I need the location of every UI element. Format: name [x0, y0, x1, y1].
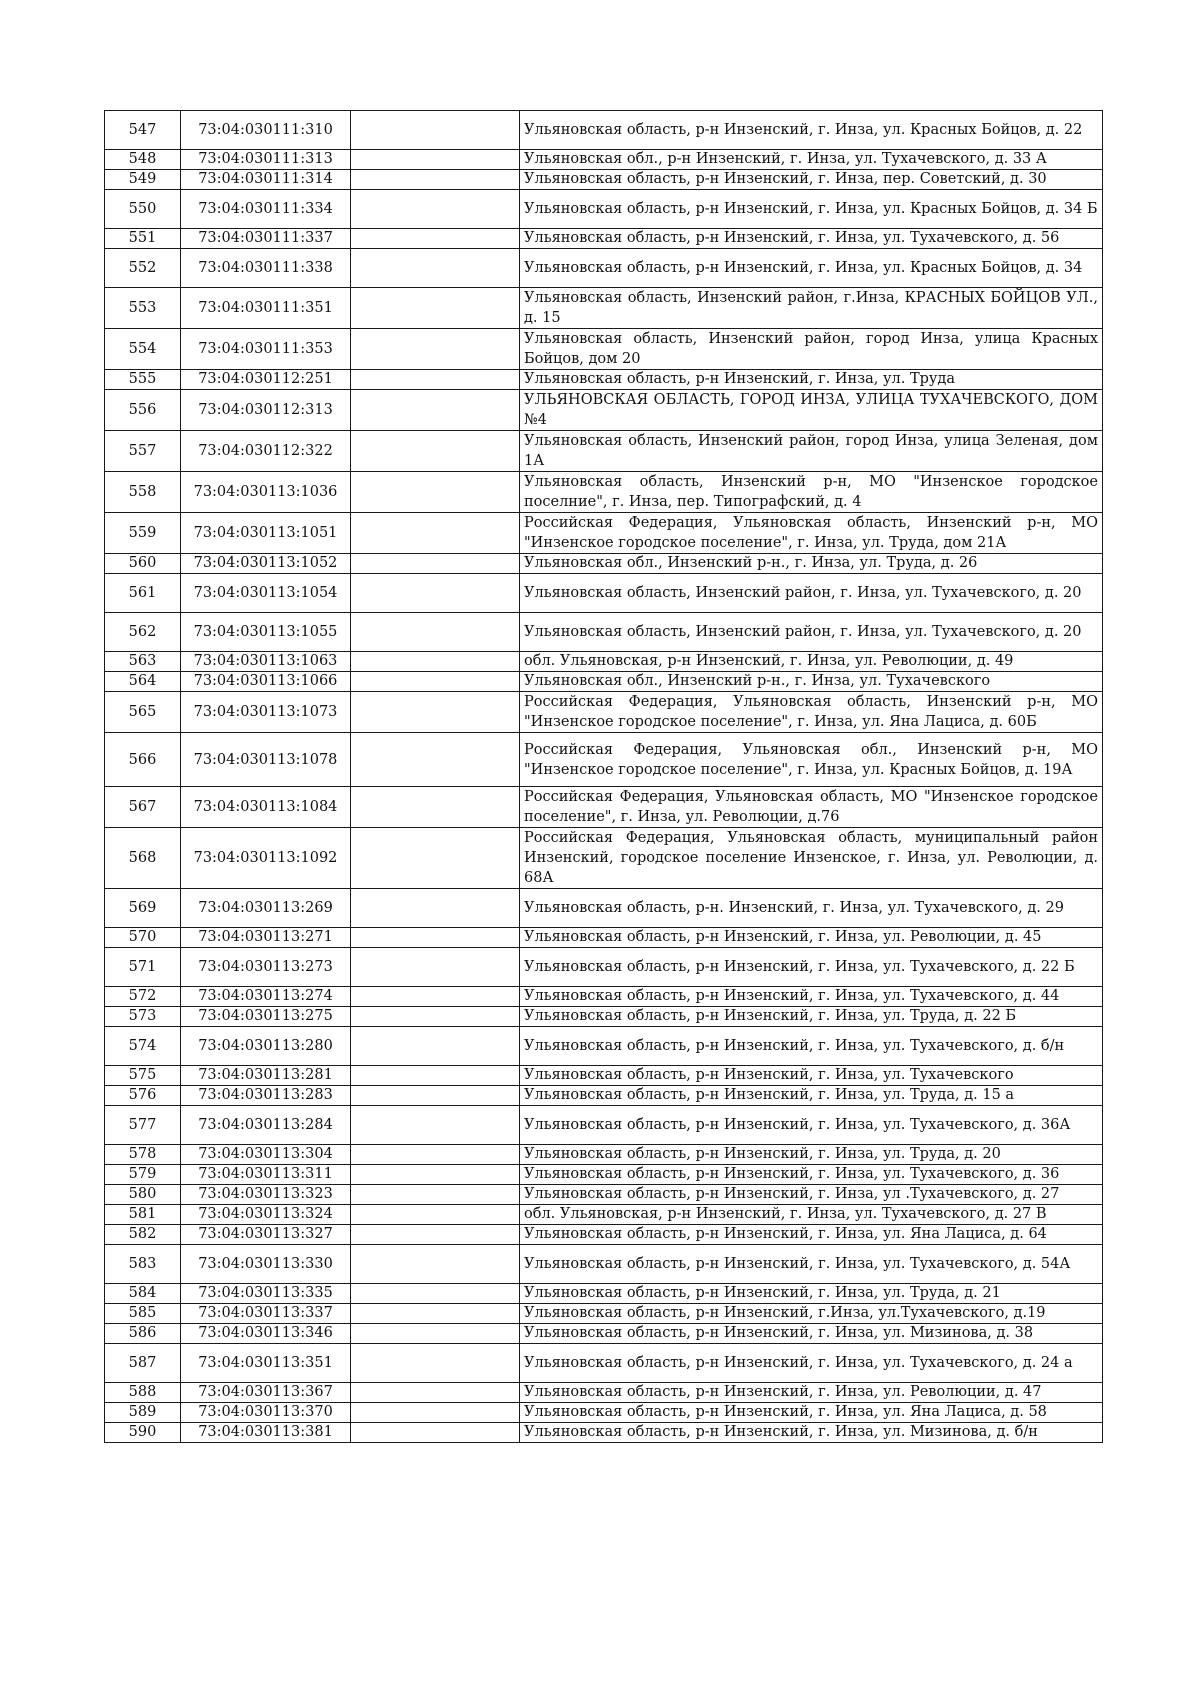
address: Ульяновская область, Инзенский район, город Инза, улица Зеленая, дом 1А: [520, 431, 1103, 472]
empty-cell: [351, 948, 520, 987]
table-row: [105, 928, 1103, 948]
row-number: 589: [105, 1403, 181, 1423]
address: Российская Федерация, Ульяновская область, Инзенский р-н, МО "Инзенское городское поселение", г. Инза, ул. Труда, дом 21А: [520, 513, 1103, 554]
cadastral-number: 73:04:030113:1092: [181, 828, 351, 889]
property-registry-table: [104, 110, 1103, 1443]
address: Ульяновская область, р-н Инзенский, г. Инза, ул. Тухачевского, д. 44: [520, 987, 1103, 1007]
row-number: 576: [105, 1086, 181, 1106]
address: Ульяновская область, р-н Инзенский, г. Инза, ул. Красных Бойцов, д. 34 Б: [520, 190, 1103, 229]
table-row: [105, 692, 1103, 733]
table-row: [105, 1145, 1103, 1165]
empty-cell: [351, 652, 520, 672]
cadastral-number: 73:04:030113:1054: [181, 574, 351, 613]
empty-cell: [351, 1284, 520, 1304]
table-row: [105, 1027, 1103, 1066]
row-number: 573: [105, 1007, 181, 1027]
address: Ульяновская область, р-н Инзенский, г. Инза, ул. Труда, д. 22 Б: [520, 1007, 1103, 1027]
cadastral-number: 73:04:030113:274: [181, 987, 351, 1007]
cadastral-number: 73:04:030113:275: [181, 1007, 351, 1027]
row-number: 560: [105, 554, 181, 574]
address: Ульяновская область, р-н Инзенский, г. Инза, ул. Труда, д. 21: [520, 1284, 1103, 1304]
table-row: [105, 1205, 1103, 1225]
address: УЛЬЯНОВСКАЯ ОБЛАСТЬ, ГОРОД ИНЗА, УЛИЦА ТУХАЧЕВСКОГО, ДОМ №4: [520, 390, 1103, 431]
address: Российская Федерация, Ульяновская область, муниципальный район Инзенский, городское поселение Инзенское, г. Инза, ул. Революции, д. 68А: [520, 828, 1103, 889]
row-number: 588: [105, 1383, 181, 1403]
row-number: 587: [105, 1344, 181, 1383]
empty-cell: [351, 1066, 520, 1086]
row-number: 558: [105, 472, 181, 513]
address: обл. Ульяновская, р-н Инзенский, г. Инза, ул. Тухачевского, д. 27 В: [520, 1205, 1103, 1225]
address: Ульяновская область, р-н Инзенский, г. Инза, пер. Советский, д. 30: [520, 170, 1103, 190]
address: Ульяновская обл., Инзенский р-н., г. Инза, ул. Труда, д. 26: [520, 554, 1103, 574]
address: обл. Ульяновская, р-н Инзенский, г. Инза, ул. Революции, д. 49: [520, 652, 1103, 672]
cadastral-number: 73:04:030113:327: [181, 1225, 351, 1245]
address: Ульяновская область, р-н Инзенский, г. Инза, ул. Революции, д. 45: [520, 928, 1103, 948]
table-row: [105, 889, 1103, 928]
cadastral-number: 73:04:030113:304: [181, 1145, 351, 1165]
empty-cell: [351, 987, 520, 1007]
empty-cell: [351, 170, 520, 190]
empty-cell: [351, 190, 520, 229]
address: Ульяновская область, Инзенский район, город Инза, улица Красных Бойцов, дом 20: [520, 329, 1103, 370]
table-row: [105, 1423, 1103, 1443]
row-number: 583: [105, 1245, 181, 1284]
table-row: [105, 554, 1103, 574]
table-row: [105, 1185, 1103, 1205]
cadastral-number: 73:04:030113:1084: [181, 787, 351, 828]
cadastral-number: 73:04:030113:1063: [181, 652, 351, 672]
cadastral-number: 73:04:030112:251: [181, 370, 351, 390]
empty-cell: [351, 1344, 520, 1383]
empty-cell: [351, 513, 520, 554]
table-row: [105, 1284, 1103, 1304]
address: Ульяновская область, Инзенский район, г. Инза, ул. Тухачевского, д. 20: [520, 574, 1103, 613]
table-row: [105, 987, 1103, 1007]
cadastral-number: 73:04:030113:1066: [181, 672, 351, 692]
table-row: [105, 652, 1103, 672]
table-row: [105, 613, 1103, 652]
address: Ульяновская область, р-н Инзенский, г. Инза, ул. Тухачевского, д. 22 Б: [520, 948, 1103, 987]
row-number: 582: [105, 1225, 181, 1245]
address: Ульяновская область, р-н Инзенский, г. Инза, ул. Красных Бойцов, д. 22: [520, 111, 1103, 150]
row-number: 553: [105, 288, 181, 329]
table-row: [105, 431, 1103, 472]
table-row: [105, 111, 1103, 150]
row-number: 555: [105, 370, 181, 390]
empty-cell: [351, 1145, 520, 1165]
empty-cell: [351, 733, 520, 787]
empty-cell: [351, 1423, 520, 1443]
table-row: [105, 472, 1103, 513]
address: Ульяновская обл., Инзенский р-н., г. Инза, ул. Тухачевского: [520, 672, 1103, 692]
row-number: 557: [105, 431, 181, 472]
row-number: 585: [105, 1304, 181, 1324]
address: Ульяновская область, Инзенский район, г. Инза, ул. Тухачевского, д. 20: [520, 613, 1103, 652]
table-row: [105, 1165, 1103, 1185]
row-number: 579: [105, 1165, 181, 1185]
empty-cell: [351, 111, 520, 150]
cadastral-number: 73:04:030113:337: [181, 1304, 351, 1324]
cadastral-number: 73:04:030111:351: [181, 288, 351, 329]
address: Ульяновская область, р-н Инзенский, г. Инза, ул. Труда, д. 20: [520, 1145, 1103, 1165]
row-number: 561: [105, 574, 181, 613]
empty-cell: [351, 1245, 520, 1284]
table-row: [105, 672, 1103, 692]
registry-body: [105, 111, 1103, 1443]
empty-cell: [351, 288, 520, 329]
empty-cell: [351, 692, 520, 733]
table-row: [105, 1106, 1103, 1145]
table-row: [105, 1245, 1103, 1284]
empty-cell: [351, 1086, 520, 1106]
address: Ульяновская область, р-н Инзенский, г. Инза, ул. Труда: [520, 370, 1103, 390]
address: Российская Федерация, Ульяновская область, МО "Инзенское городское поселение", г. Инза, ул. Революции, д.76: [520, 787, 1103, 828]
address: Российская Федерация, Ульяновская обл., Инзенский р-н, МО "Инзенское городское поселение", г. Инза, ул. Красных Бойцов, д. 19А: [520, 733, 1103, 787]
cadastral-number: 73:04:030113:1052: [181, 554, 351, 574]
empty-cell: [351, 1185, 520, 1205]
address: Ульяновская область, р-н Инзенский, г. Инза, ул. Мизинова, д. 38: [520, 1324, 1103, 1344]
table-row: [105, 1324, 1103, 1344]
address: Ульяновская область, р-н Инзенский, г. Инза, ул. Тухачевского, д. 36А: [520, 1106, 1103, 1145]
row-number: 569: [105, 889, 181, 928]
table-row: [105, 329, 1103, 370]
address: Ульяновская область, р-н Инзенский, г. Инза, ул. Мизинова, д. б/н: [520, 1423, 1103, 1443]
empty-cell: [351, 1205, 520, 1225]
cadastral-number: 73:04:030111:314: [181, 170, 351, 190]
row-number: 570: [105, 928, 181, 948]
empty-cell: [351, 390, 520, 431]
row-number: 584: [105, 1284, 181, 1304]
cadastral-number: 73:04:030113:351: [181, 1344, 351, 1383]
table-row: [105, 390, 1103, 431]
address: Ульяновская область, р-н Инзенский, г. Инза, ул. Тухачевского, д. 24 а: [520, 1344, 1103, 1383]
empty-cell: [351, 672, 520, 692]
empty-cell: [351, 1027, 520, 1066]
row-number: 565: [105, 692, 181, 733]
row-number: 586: [105, 1324, 181, 1344]
address: Ульяновская область, р-н Инзенский, г. Инза, ул .Тухачевского, д. 27: [520, 1185, 1103, 1205]
cadastral-number: 73:04:030113:1055: [181, 613, 351, 652]
empty-cell: [351, 928, 520, 948]
row-number: 552: [105, 249, 181, 288]
empty-cell: [351, 1324, 520, 1344]
table-row: [105, 229, 1103, 249]
empty-cell: [351, 229, 520, 249]
address: Ульяновская область, р-н Инзенский, г. Инза, ул. Яна Лациса, д. 64: [520, 1225, 1103, 1245]
table-row: [105, 574, 1103, 613]
cadastral-number: 73:04:030113:330: [181, 1245, 351, 1284]
row-number: 550: [105, 190, 181, 229]
table-row: [105, 150, 1103, 170]
empty-cell: [351, 150, 520, 170]
cadastral-number: 73:04:030113:283: [181, 1086, 351, 1106]
cadastral-number: 73:04:030113:269: [181, 889, 351, 928]
cadastral-number: 73:04:030111:313: [181, 150, 351, 170]
address: Российская Федерация, Ульяновская область, Инзенский р-н, МО "Инзенское городское поселение", г. Инза, ул. Яна Лациса, д. 60Б: [520, 692, 1103, 733]
address: Ульяновская область, р-н Инзенский, г. Инза, ул. Труда, д. 15 а: [520, 1086, 1103, 1106]
cadastral-number: 73:04:030113:1051: [181, 513, 351, 554]
table-row: [105, 733, 1103, 787]
row-number: 568: [105, 828, 181, 889]
table-row: [105, 1007, 1103, 1027]
row-number: 577: [105, 1106, 181, 1145]
row-number: 556: [105, 390, 181, 431]
cadastral-number: 73:04:030113:1078: [181, 733, 351, 787]
cadastral-number: 73:04:030113:323: [181, 1185, 351, 1205]
table-row: [105, 249, 1103, 288]
row-number: 562: [105, 613, 181, 652]
row-number: 590: [105, 1423, 181, 1443]
row-number: 571: [105, 948, 181, 987]
row-number: 548: [105, 150, 181, 170]
table-row: [105, 828, 1103, 889]
empty-cell: [351, 1304, 520, 1324]
row-number: 567: [105, 787, 181, 828]
cadastral-number: 73:04:030113:367: [181, 1383, 351, 1403]
empty-cell: [351, 574, 520, 613]
row-number: 547: [105, 111, 181, 150]
empty-cell: [351, 787, 520, 828]
empty-cell: [351, 828, 520, 889]
cadastral-number: 73:04:030113:370: [181, 1403, 351, 1423]
cadastral-number: 73:04:030113:271: [181, 928, 351, 948]
cadastral-number: 73:04:030113:284: [181, 1106, 351, 1145]
row-number: 549: [105, 170, 181, 190]
empty-cell: [351, 370, 520, 390]
cadastral-number: 73:04:030111:334: [181, 190, 351, 229]
address: Ульяновская обл., р-н Инзенский, г. Инза, ул. Тухачевского, д. 33 А: [520, 150, 1103, 170]
empty-cell: [351, 249, 520, 288]
table-row: [105, 1086, 1103, 1106]
address: Ульяновская область, р-н Инзенский, г. Инза, ул. Тухачевского: [520, 1066, 1103, 1086]
cadastral-number: 73:04:030111:353: [181, 329, 351, 370]
table-row: [105, 1344, 1103, 1383]
row-number: 578: [105, 1145, 181, 1165]
address: Ульяновская область, р-н Инзенский, г. Инза, ул. Тухачевского, д. 54А: [520, 1245, 1103, 1284]
address: Ульяновская область, р-н Инзенский, г. Инза, ул. Красных Бойцов, д. 34: [520, 249, 1103, 288]
cadastral-number: 73:04:030113:324: [181, 1205, 351, 1225]
table-row: [105, 1304, 1103, 1324]
table-row: [105, 948, 1103, 987]
row-number: 580: [105, 1185, 181, 1205]
table-row: [105, 1403, 1103, 1423]
empty-cell: [351, 1007, 520, 1027]
cadastral-number: 73:04:030111:310: [181, 111, 351, 150]
empty-cell: [351, 1225, 520, 1245]
row-number: 564: [105, 672, 181, 692]
empty-cell: [351, 889, 520, 928]
cadastral-number: 73:04:030112:313: [181, 390, 351, 431]
address: Ульяновская область, р-н Инзенский, г. Инза, ул. Тухачевского, д. б/н: [520, 1027, 1103, 1066]
cadastral-number: 73:04:030113:280: [181, 1027, 351, 1066]
empty-cell: [351, 613, 520, 652]
row-number: 554: [105, 329, 181, 370]
cadastral-number: 73:04:030113:335: [181, 1284, 351, 1304]
cadastral-number: 73:04:030111:337: [181, 229, 351, 249]
row-number: 581: [105, 1205, 181, 1225]
empty-cell: [351, 472, 520, 513]
address: Ульяновская область, р-н Инзенский, г. Инза, ул. Тухачевского, д. 56: [520, 229, 1103, 249]
table-row: [105, 170, 1103, 190]
address: Ульяновская область, Инзенский р-н, МО "Инзенское городское поселние", г. Инза, пер. Типографский, д. 4: [520, 472, 1103, 513]
cadastral-number: 73:04:030113:1036: [181, 472, 351, 513]
empty-cell: [351, 554, 520, 574]
empty-cell: [351, 1106, 520, 1145]
table-row: [105, 787, 1103, 828]
cadastral-number: 73:04:030113:346: [181, 1324, 351, 1344]
row-number: 575: [105, 1066, 181, 1086]
cadastral-number: 73:04:030113:381: [181, 1423, 351, 1443]
cadastral-number: 73:04:030113:1073: [181, 692, 351, 733]
cadastral-number: 73:04:030113:281: [181, 1066, 351, 1086]
table-row: [105, 1225, 1103, 1245]
table-row: [105, 190, 1103, 229]
row-number: 566: [105, 733, 181, 787]
empty-cell: [351, 431, 520, 472]
table-row: [105, 513, 1103, 554]
address: Ульяновская область, р-н Инзенский, г. Инза, ул. Яна Лациса, д. 58: [520, 1403, 1103, 1423]
row-number: 572: [105, 987, 181, 1007]
cadastral-number: 73:04:030113:273: [181, 948, 351, 987]
cadastral-number: 73:04:030111:338: [181, 249, 351, 288]
cadastral-number: 73:04:030113:311: [181, 1165, 351, 1185]
address: Ульяновская область, Инзенский район, г.Инза, КРАСНЫХ БОЙЦОВ УЛ., д. 15: [520, 288, 1103, 329]
row-number: 551: [105, 229, 181, 249]
row-number: 574: [105, 1027, 181, 1066]
table-row: [105, 1066, 1103, 1086]
empty-cell: [351, 1403, 520, 1423]
empty-cell: [351, 329, 520, 370]
table-row: [105, 1383, 1103, 1403]
address: Ульяновская область, р-н Инзенский, г. Инза, ул. Тухачевского, д. 36: [520, 1165, 1103, 1185]
row-number: 559: [105, 513, 181, 554]
row-number: 563: [105, 652, 181, 672]
address: Ульяновская область, р-н Инзенский, г.Инза, ул.Тухачевского, д.19: [520, 1304, 1103, 1324]
table-row: [105, 370, 1103, 390]
table-row: [105, 288, 1103, 329]
empty-cell: [351, 1165, 520, 1185]
address: Ульяновская область, р-н. Инзенский, г. Инза, ул. Тухачевского, д. 29: [520, 889, 1103, 928]
address: Ульяновская область, р-н Инзенский, г. Инза, ул. Революции, д. 47: [520, 1383, 1103, 1403]
empty-cell: [351, 1383, 520, 1403]
cadastral-number: 73:04:030112:322: [181, 431, 351, 472]
